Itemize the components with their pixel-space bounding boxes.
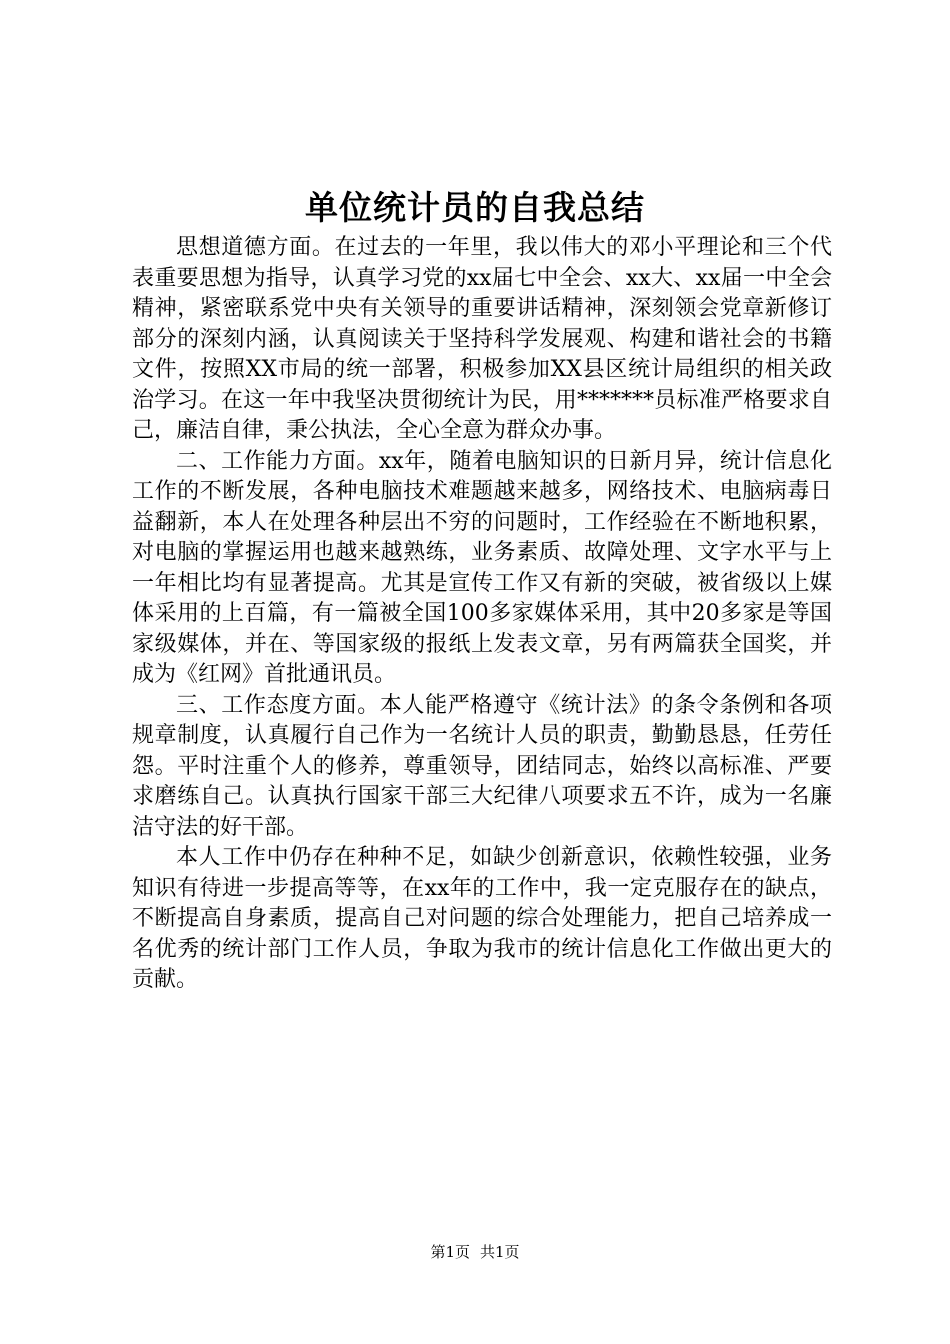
page-footer (0, 1242, 950, 1262)
paragraph-ideology: 思想道德方面。在过去的一年里，我以伟大的邓小平理论和三个代表重要思想为指导，认真学习党的xx届七中全会、xx大、xx届一中全会精神，紧密联系党中央有关领导的重要讲话精神，深刻领会党章新修订部分的深刻内涵，认真阅读关于坚持科学发展观、构建和谐社会的书籍文件，按照XX市局的统一部署，积极参加XX县区统计局组织的相关政治学习。在这一年中我坚决贯彻统计为民，用*******员标准严格要求自己，廉洁自律，秉公执法，全心全意为群众办事。 (132, 235, 832, 443)
paragraph-shortcomings: 本人工作中仍存在种种不足，如缺少创新意识，依赖性较强，业务知识有待进一步提高等等，在xx年的工作中，我一定克服存在的缺点，不断提高自身素质，提高自己对问题的综合处理能力，把自己培养成一名优秀的统计部门工作人员，争取为我市的统计信息化工作做出更大的贡献。 (132, 845, 832, 992)
paragraph-work-attitude: 三、工作态度方面。本人能严格遵守《统计法》的条令条例和各项规章制度，认真履行自己作为一名统计人员的职责，勤勤恳恳，任劳任怨。平时注重个人的修养，尊重领导，团结同志，始终以高标准、严要求磨练自己。认真执行国家干部三大纪律八项要求五不许，成为一名廉洁守法的好干部。 (132, 692, 832, 840)
document-body (132, 233, 832, 996)
page-number-total: 共1页 (480, 1243, 520, 1261)
page-number-current: 第1页 (430, 1243, 470, 1261)
document-title: 单位统计员的自我总结 (305, 188, 645, 227)
paragraph-work-ability: 二、工作能力方面。xx年，随着电脑知识的日新月异，统计信息化工作的不断发展，各种电脑技术难题越来越多，网络技术、电脑病毒日益翻新，本人在处理各种层出不穷的问题时，工作经验在不断地积累，对电脑的掌握运用也越来越熟练，业务素质、故障处理、文字水平与上一年相比均有显著提高。尤其是宣传工作又有新的突破，被省级以上媒体采用的上百篇，有一篇被全国100多家媒体采用，其中20多家是等国家级媒体，并在、等国家级的报纸上发表文章，另有两篇获全国奖，并成为《红网》首批通讯员。 (132, 448, 832, 687)
